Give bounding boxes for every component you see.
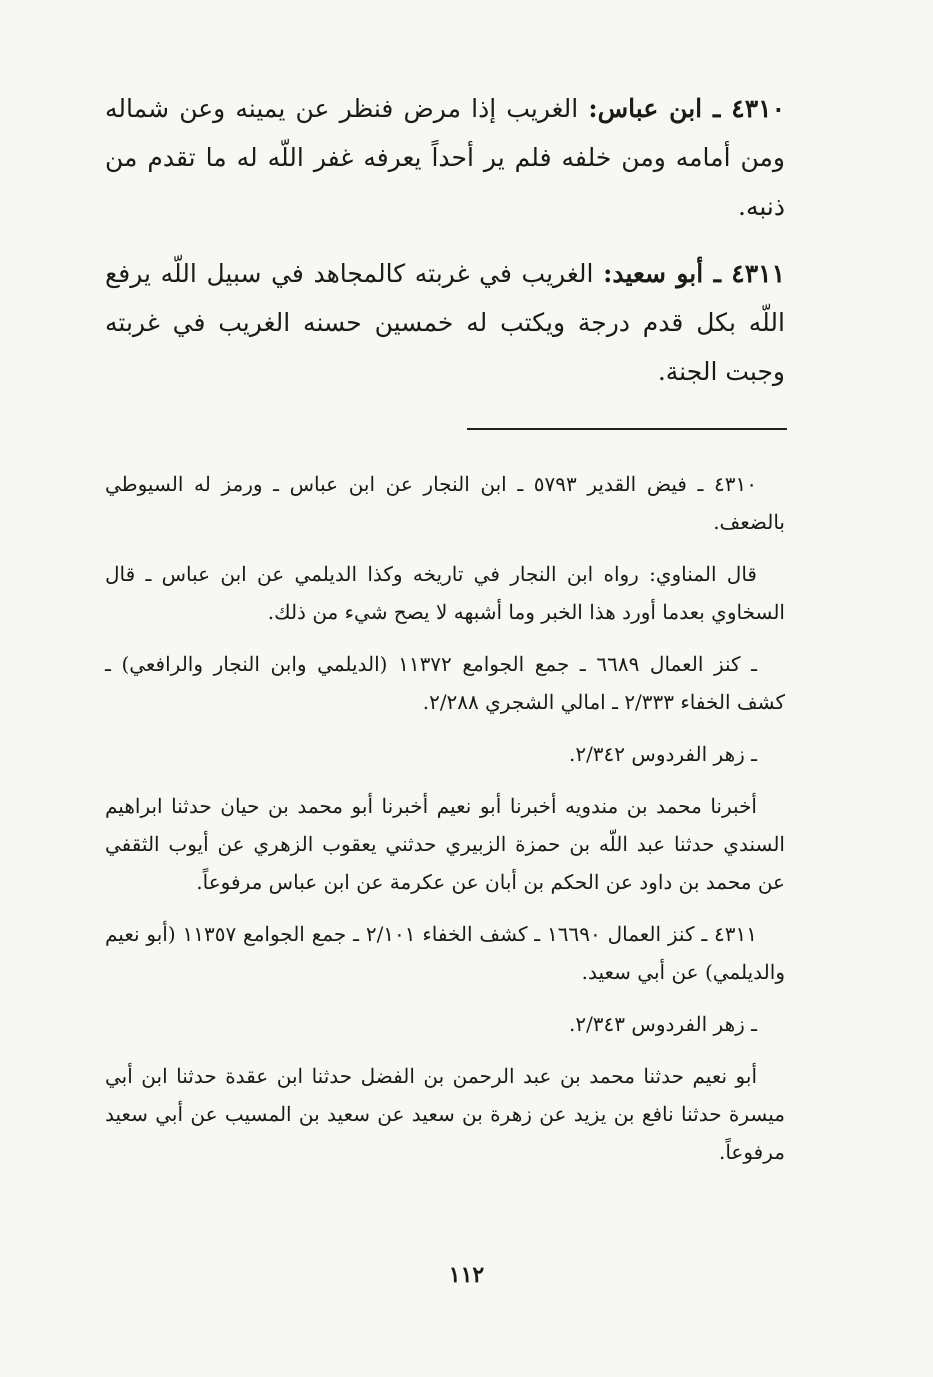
footnotes [105,465,785,1185]
footnote-paragraph: ـ كنز العمال ٦٦٨٩ ـ جمع الجوامع ١١٣٧٢ (الديلمي وابن النجار والرافعي) ـ كشف الخفاء ٢/٣٣٣ ـ امالي الشجري ٢/٢٨٨. [105,652,785,714]
footnote-paragraph: ـ زهر الفردوس ٢/٣٤٣. [568,1012,757,1036]
main-text [105,84,785,414]
footnote-paragraph: ٤٣١٠ ـ فيض القدير ٥٧٩٣ ـ ابن النجار عن ابن عباس ـ ورمز له السيوطي بالضعف. [105,472,785,534]
entry-heading: ٤٣١١ ـ أبو سعيد: [603,259,785,288]
footnote-paragraph: ـ زهر الفردوس ٢/٣٤٢. [568,742,757,766]
footnote-divider [467,428,787,430]
entry-heading: ٤٣١٠ ـ ابن عباس: [588,94,785,123]
page-number: ١١٢ [448,1262,485,1288]
hadith-entry [105,249,785,396]
footnote-paragraph: أخبرنا محمد بن مندويه أخبرنا أبو نعيم أخبرنا أبو محمد بن حيان حدثنا ابراهيم السندي حدثنا عبد اللّه بن حمزة الزبيري حدثني يعقوب الزهري عن أيوب الثقفي عن محمد بن داود عن الحكم بن أبان عن عكرمة عن ابن عباس مرفوعاً. [105,794,785,894]
hadith-entry [105,84,785,231]
footnote-paragraph: ٤٣١١ ـ كنز العمال ١٦٦٩٠ ـ كشف الخفاء ٢/١٠١ ـ جمع الجوامع ١١٣٥٧ (أبو نعيم والديلمي) عن أبي سعيد. [105,922,785,984]
entry-text: الغريب إذا مرض فنظر عن يمينه وعن شماله ومن أمامه ومن خلفه فلم ير أحداً يعرفه غفر اللّه له ما تقدم من ذنبه. [105,94,785,221]
footnote-paragraph: أبو نعيم حدثنا محمد بن عبد الرحمن بن الفضل حدثنا ابن عقدة حدثنا ابن أبي ميسرة حدثنا نافع بن يزيد عن زهرة بن سعيد عن سعيد بن المسيب عن أبي سعيد مرفوعاً. [105,1064,785,1164]
entry-text: الغريب في غربته كالمجاهد في سبيل اللّه يرفع اللّه بكل قدم درجة ويكتب له خمسين حسنه الغريب في غربته وجبت الجنة. [105,259,785,386]
footnote-paragraph: قال المناوي: رواه ابن النجار في تاريخه وكذا الديلمي عن ابن عباس ـ قال السخاوي بعدما أورد هذا الخبر وما أشبهه لا يصح شيء من ذلك. [105,562,785,624]
